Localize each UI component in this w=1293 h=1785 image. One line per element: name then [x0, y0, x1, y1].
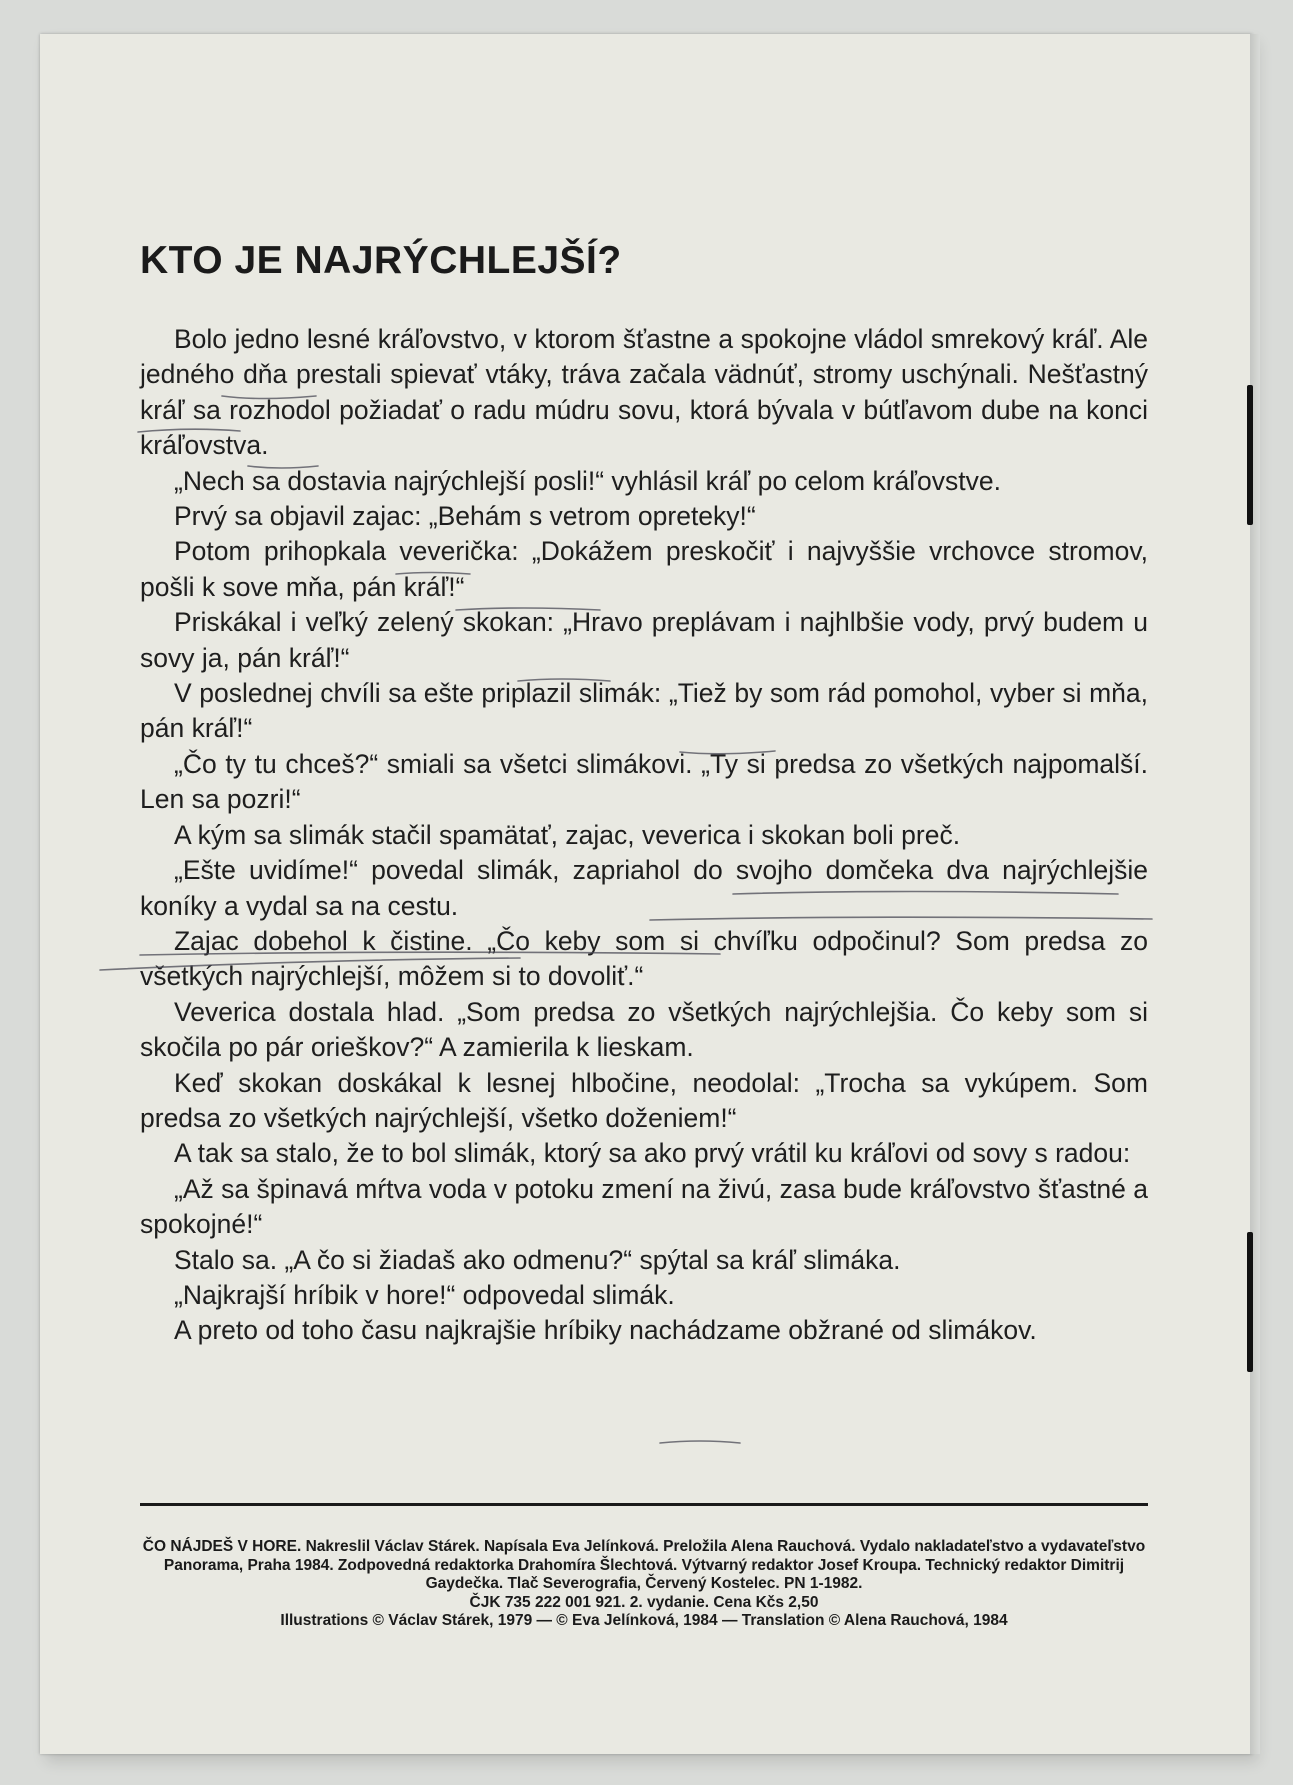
paragraph: Potom prihopkala veverička: „Dokážem preskočiť i najvyššie vrchovce stromov, pošli k sove mňa, pán kráľ!“ — [140, 536, 1148, 602]
divider-rule — [140, 1503, 1148, 1506]
paragraph: „Až sa špinavá mŕtva voda v potoku zmení na živú, zasa bude kráľovstvo šťastné a spokojné!“ — [140, 1173, 1148, 1240]
paragraph: „Ešte uvidíme!“ povedal slimák, zapriahol do svojho domčeka dva najrýchlejšie koníky a vydal sa na cestu. — [140, 855, 1148, 921]
imprint-copyright: Illustrations © Václav Stárek, 1979 — © Eva Jelínková, 1984 — Translation © Alena Rauchová, 1984 — [280, 1612, 1008, 1630]
page-edge-shadow — [1250, 34, 1260, 1754]
imprint-catalog: ČJK 735 222 001 921. 2. vydanie. Cena Kčs 2,50 — [469, 1593, 819, 1611]
imprint-credits: ČO NÁJDEŠ V HORE. Nakreslil Václav Stárek. Napísala Eva Jelínková. Preložila Alena Rauchová. Vydalo nakladateľstvo a vydavateľstvo Panorama, Praha 1984. Zodpovedná redaktorka Drahomíra Šlechtová. Výtvarný redaktor Josef Kroupa. Technický redaktor Dimitrij Gaydečka. Tlač Severografia, Červený Kostelec. PN 1-1982. — [142, 1538, 1146, 1593]
staple-top — [1247, 385, 1253, 525]
paragraph: Priskákal i veľký zelený skokan: „Hravo preplávam i najhlbšie vody, prvý budem u sovy ja, pán kráľ!“ — [140, 607, 1148, 673]
story-text — [140, 322, 1148, 1349]
paragraph: Bolo jedno lesné kráľovstvo, v ktorom šťastne a spokojne vládol smrekový kráľ. Ale jedného dňa prestali spievať vtáky, tráva začala vädnúť, stromy uschýnali. Nešťastný kráľ sa rozhodol požiadať o radu múdru sovu, ktorá bývala v bútľavom dube na konci kráľovstva. — [140, 324, 1148, 461]
paragraph: Veverica dostala hlad. „Som predsa zo všetkých najrýchlejšia. Čo keby som si skočila po pár orieškov?“ A zamierila k lieskam. — [140, 996, 1148, 1063]
paragraph: „Najkrajší hríbik v hore!“ odpovedal slimák. — [174, 1279, 675, 1310]
paragraph: A tak sa stalo, že to bol slimák, ktorý sa ako prvý vrátil ku kráľovi od sovy s radou: — [174, 1138, 1131, 1169]
paragraph: Keď skokan doskákal k lesnej hlbočine, neodolal: „Trocha sa vykúpem. Som predsa zo všetkých najrýchlejší, všetko doženiem!“ — [140, 1067, 1148, 1133]
paragraph: Stalo sa. „A čo si žiadaš ako odmenu?“ spýtal sa kráľ slimáka. — [174, 1244, 901, 1275]
paragraph: A preto od toho času najkrajšie hríbiky nachádzame obžrané od slimákov. — [174, 1315, 1037, 1346]
paragraph: V poslednej chvíli sa ešte priplazil slimák: „Tiež by som rád pomohol, vyber si mňa, pán kráľ!“ — [140, 678, 1148, 744]
staple-bottom — [1247, 1232, 1253, 1372]
paragraph: Zajac dobehol k čistine. „Čo keby som si chvíľku odpočinul? Som predsa zo všetkých najrýchlejší, môžem si to dovoliť.“ — [140, 925, 1148, 992]
paragraph: „Čo ty tu chceš?“ smiali sa všetci slimákovi. „Ty si predsa zo všetkých najpomalší. Len sa pozri!“ — [140, 748, 1148, 815]
paragraph: A kým sa slimák stačil spamätať, zajac, veverica i skokan boli preč. — [174, 819, 961, 850]
story-title: KTO JE NAJRÝCHLEJŠÍ? — [140, 239, 622, 282]
paragraph: Prvý sa objavil zajac: „Behám s vetrom opreteky!“ — [174, 501, 756, 532]
publication-imprint — [140, 1538, 1148, 1631]
paragraph: „Nech sa dostavia najrýchlejší posli!“ vyhlásil kráľ po celom kráľovstve. — [174, 465, 1001, 496]
